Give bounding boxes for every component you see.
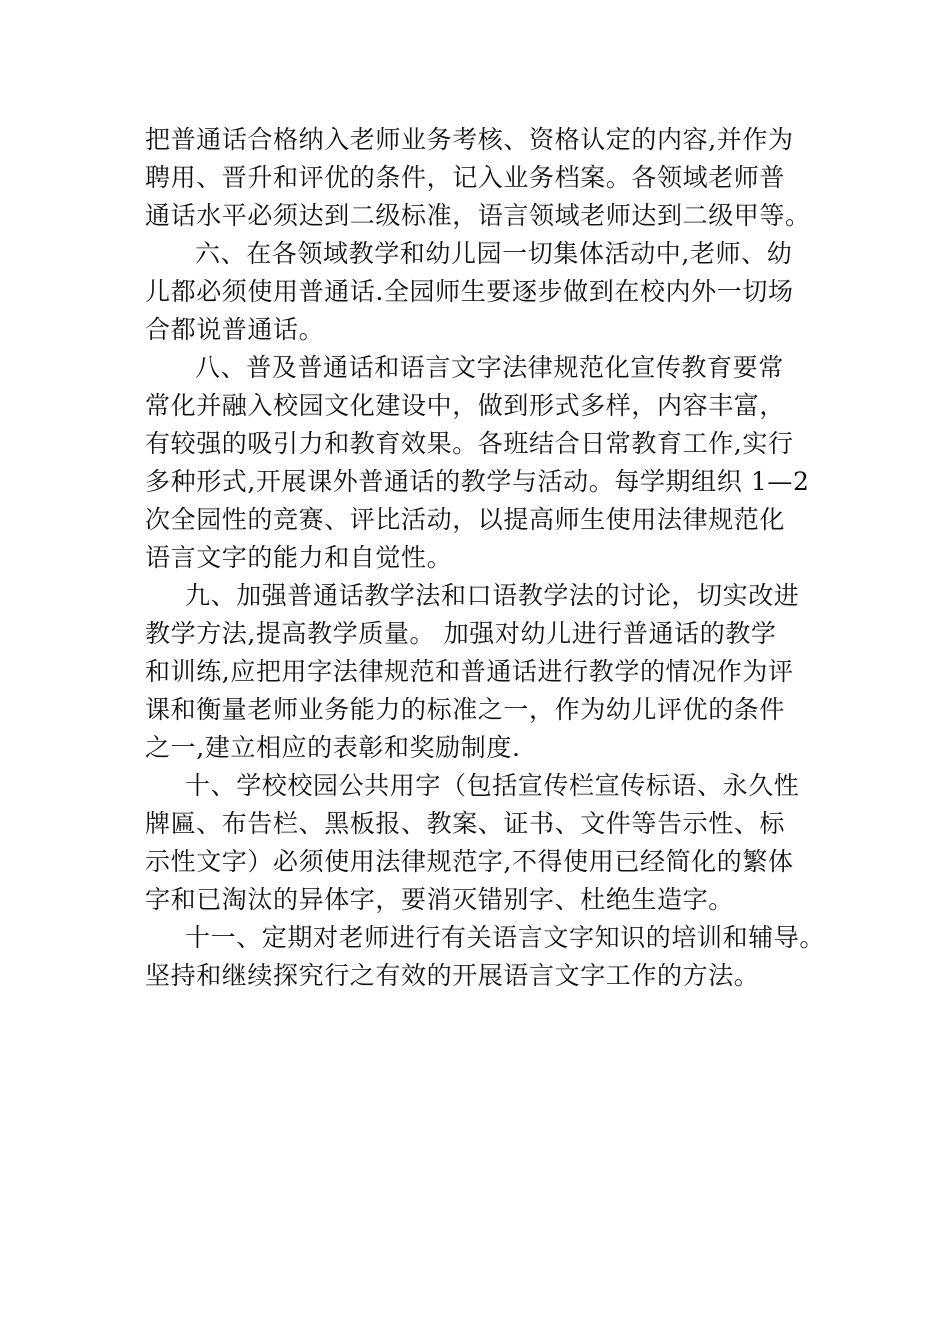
text-line: 八、普及普通话和语言文字法律规范化宣传教育要常 bbox=[195, 353, 784, 382]
text-line: 语言文字的能力和自觉性。 bbox=[145, 543, 453, 572]
text-line: 聘用、晋升和评优的条件，记入业务档案。各领域老师普 bbox=[145, 163, 786, 192]
text-line: 牌匾、布告栏、黑板报、教案、证书、文件等告示性、标 bbox=[145, 809, 786, 838]
text-line: 字和已淘汰的异体字，要消灭错别字、杜绝生造字。 bbox=[145, 885, 734, 914]
text-line: 九、加强普通话教学法和口语教学法的讨论，切实改进 bbox=[185, 581, 800, 610]
text-line: 次全园性的竞赛、评比活动，以提高师生使用法律规范化 bbox=[145, 505, 786, 534]
text-line: 通话水平必须达到二级标准，语言领域老师达到二级甲等。 bbox=[145, 201, 811, 230]
text-line: 把普通话合格纳入老师业务考核、资格认定的内容,并作为 bbox=[145, 125, 794, 154]
text-line: 课和衡量老师业务能力的标准之一，作为幼儿评优的条件 bbox=[145, 695, 786, 724]
text-line: 示性文字）必须使用法律规范字,不得使用已经简化的繁体 bbox=[145, 847, 794, 876]
text-line: 合都说普通话。 bbox=[145, 315, 325, 344]
text-line: 之一,建立相应的表彰和奖励制度. bbox=[145, 733, 521, 762]
text-line: 儿都必须使用普通话.全园师生要逐步做到在校内外一切场 bbox=[145, 277, 794, 306]
text-line: 十、学校校园公共用字（包括宣传栏宣传标语、永久性 bbox=[185, 771, 800, 800]
text-line: 有较强的吸引力和教育效果。各班结合日常教育工作,实行 bbox=[145, 429, 794, 458]
text-line: 坚持和继续探究行之有效的开展语言文字工作的方法。 bbox=[145, 961, 760, 990]
text-line: 教学方法,提高教学质量。 加强对幼儿进行普通话的教学 bbox=[145, 619, 777, 648]
text-line: 常化并融入校园文化建设中，做到形式多样，内容丰富， bbox=[145, 391, 786, 420]
text-line: 和训练,应把用字法律规范和普通话进行教学的情况作为评 bbox=[145, 657, 794, 686]
text-line: 多种形式,开展课外普通话的教学与活动。每学期组织 1—2 bbox=[145, 467, 810, 496]
text-line: 十一、定期对老师进行有关语言文字知识的培训和辅导。 bbox=[185, 923, 826, 952]
text-line: 六、在各领域教学和幼儿园一切集体活动中,老师、幼 bbox=[195, 239, 793, 268]
